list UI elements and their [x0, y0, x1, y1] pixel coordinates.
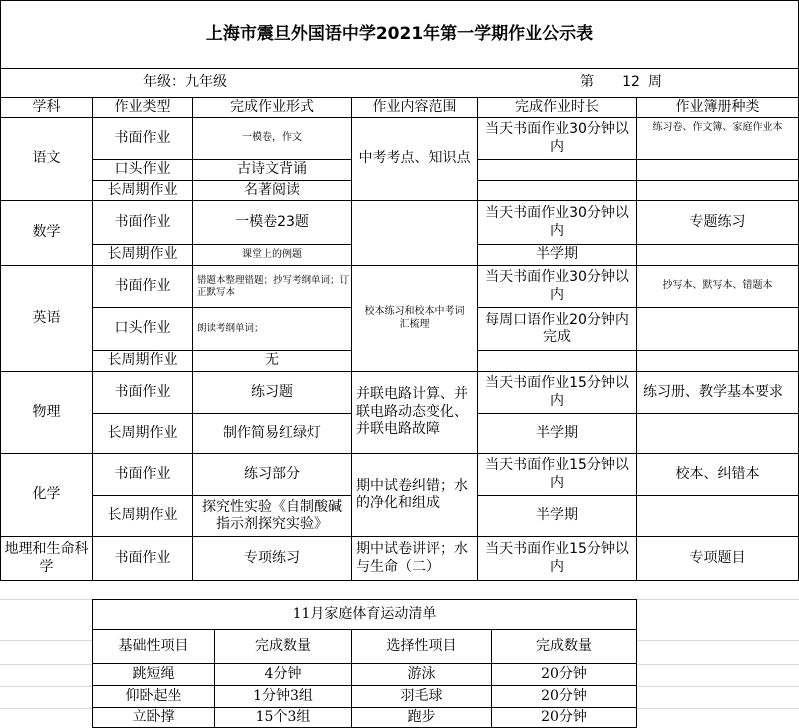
duration-physics-written: 当天书面作业15分钟以内	[477, 371, 637, 414]
duration-math-written: 当天书面作业30分钟以内	[477, 200, 637, 245]
sports-row-optional-amount: 20分钟	[491, 707, 637, 728]
sports-header-optional-amount: 完成数量	[491, 629, 637, 664]
type-english-written: 书面作业	[92, 265, 193, 308]
books-physics: 练习册、教学基本要求	[636, 371, 799, 414]
gridline	[0, 599, 92, 600]
type-physics-written: 书面作业	[92, 371, 193, 414]
form-english-long: 无	[192, 350, 352, 372]
subject-geo-life: 地理和生命科学	[0, 536, 93, 581]
form-geo-written: 专项练习	[192, 536, 352, 581]
form-chemistry-written: 练习部分	[192, 453, 352, 496]
type-english-oral: 口头作业	[92, 307, 193, 351]
type-chinese-written: 书面作业	[92, 117, 193, 160]
books-chemistry-empty	[636, 495, 799, 537]
sports-header-optional: 选择性项目	[351, 629, 492, 664]
type-chemistry-long: 长周期作业	[92, 495, 193, 537]
form-chinese-long: 名著阅读	[192, 180, 352, 201]
gridline	[636, 599, 799, 600]
books-geo: 专项题目	[636, 536, 799, 581]
type-physics-long: 长周期作业	[92, 413, 193, 454]
gridline	[0, 664, 92, 665]
scope-chemistry: 期中试卷纠错；水的净化和组成	[351, 453, 478, 537]
grade-label: 年级：九年级	[143, 73, 227, 90]
week-prefix: 第	[580, 73, 594, 90]
scope-geo: 期中试卷讲评；水与生命（二）	[351, 536, 478, 581]
books-chinese-empty	[636, 180, 799, 201]
duration-chinese-empty	[477, 159, 637, 181]
duration-english-empty	[477, 350, 637, 372]
scope-chinese: 中考考点、知识点	[351, 117, 478, 201]
form-math-written: 一模卷23题	[192, 200, 352, 245]
subject-physics: 物理	[0, 371, 93, 454]
form-chinese-oral: 古诗文背诵	[192, 159, 352, 181]
duration-chemistry-long: 半学期	[477, 495, 637, 537]
sports-row-optional: 跑步	[351, 707, 492, 728]
sports-title: 11月家庭体育运动清单	[92, 599, 637, 630]
sports-row-basic: 跳短绳	[92, 663, 215, 686]
gridline	[636, 664, 799, 665]
sports-row-optional: 羽毛球	[351, 685, 492, 708]
duration-chinese: 当天书面作业30分钟以内	[477, 117, 637, 160]
sports-row-basic-amount: 4分钟	[214, 663, 352, 686]
duration-english-written: 当天书面作业30分钟以内	[477, 265, 637, 308]
page-title: 上海市震旦外国语中学2021年第一学期作业公示表	[0, 0, 799, 68]
books-english: 抄写本、默写本、错题本	[636, 265, 799, 308]
type-math-long: 长周期作业	[92, 244, 193, 266]
gridline	[0, 708, 92, 709]
books-english-empty	[636, 307, 799, 351]
type-chemistry-written: 书面作业	[92, 453, 193, 496]
sports-header-basic-amount: 完成数量	[214, 629, 352, 664]
scope-physics: 并联电路计算、并联电路动态变化、并联电路故障	[351, 371, 478, 454]
subject-chinese: 语文	[0, 117, 93, 201]
gridline	[0, 686, 92, 687]
sports-header-basic: 基础性项目	[92, 629, 215, 664]
books-math-empty	[636, 244, 799, 266]
week-number: 12	[622, 73, 640, 90]
sports-row-optional-amount: 20分钟	[491, 685, 637, 708]
subject-chemistry: 化学	[0, 453, 93, 537]
duration-english-oral: 每周口语作业20分钟内完成	[477, 307, 637, 351]
type-english-long: 长周期作业	[92, 350, 193, 372]
sports-row-optional: 游泳	[351, 663, 492, 686]
books-math: 专题练习	[636, 200, 799, 245]
books-english-empty	[636, 350, 799, 372]
header-type: 作业类型	[92, 97, 193, 118]
type-chinese-oral: 口头作业	[92, 159, 193, 181]
scope-english: 校本练习和校本中考词汇梳理	[351, 265, 478, 372]
week-suffix: 周	[648, 73, 662, 90]
duration-physics-long: 半学期	[477, 413, 637, 454]
gridline	[636, 686, 799, 687]
form-english-written: 错题本整理错题；抄写考纲单词；订正默写本	[192, 265, 352, 308]
type-geo-written: 书面作业	[92, 536, 193, 581]
subject-english: 英语	[0, 265, 93, 372]
header-form: 完成作业形式	[192, 97, 352, 118]
header-subject: 学科	[0, 97, 93, 118]
form-chinese-written: 一模卷，作文	[192, 117, 352, 160]
sports-row-basic-amount: 15个3组	[214, 707, 352, 728]
duration-geo: 当天书面作业15分钟以内	[477, 536, 637, 581]
sports-row-basic-amount: 1分钟3组	[214, 685, 352, 708]
sports-row-basic: 立卧撑	[92, 707, 215, 728]
books-chemistry: 校本、纠错本	[636, 453, 799, 496]
sports-row-basic: 仰卧起坐	[92, 685, 215, 708]
header-books: 作业簿册种类	[636, 97, 799, 118]
gridline	[636, 640, 799, 641]
scope-math-empty	[351, 200, 478, 266]
header-duration: 完成作业时长	[477, 97, 637, 118]
books-chinese-empty	[636, 159, 799, 181]
form-chemistry-long: 探究性实验《自制酸碱指示剂探究实验》	[192, 495, 352, 537]
books-chinese: 练习卷、作文簿、家庭作业本	[636, 117, 799, 160]
form-math-long: 课堂上的例题	[192, 244, 352, 266]
duration-chinese-empty	[477, 180, 637, 201]
gridline	[0, 640, 92, 641]
type-math-written: 书面作业	[92, 200, 193, 245]
type-chinese-long: 长周期作业	[92, 180, 193, 201]
header-scope: 作业内容范围	[351, 97, 478, 118]
form-english-oral: 朗读考纲单词；	[192, 307, 352, 351]
duration-chemistry-written: 当天书面作业15分钟以内	[477, 453, 637, 496]
gridline	[636, 708, 799, 709]
subject-math: 数学	[0, 200, 93, 266]
duration-math-long: 半学期	[477, 244, 637, 266]
form-physics-written: 练习题	[192, 371, 352, 414]
sports-row-optional-amount: 20分钟	[491, 663, 637, 686]
books-physics-empty	[636, 413, 799, 454]
form-physics-long: 制作简易红绿灯	[192, 413, 352, 454]
